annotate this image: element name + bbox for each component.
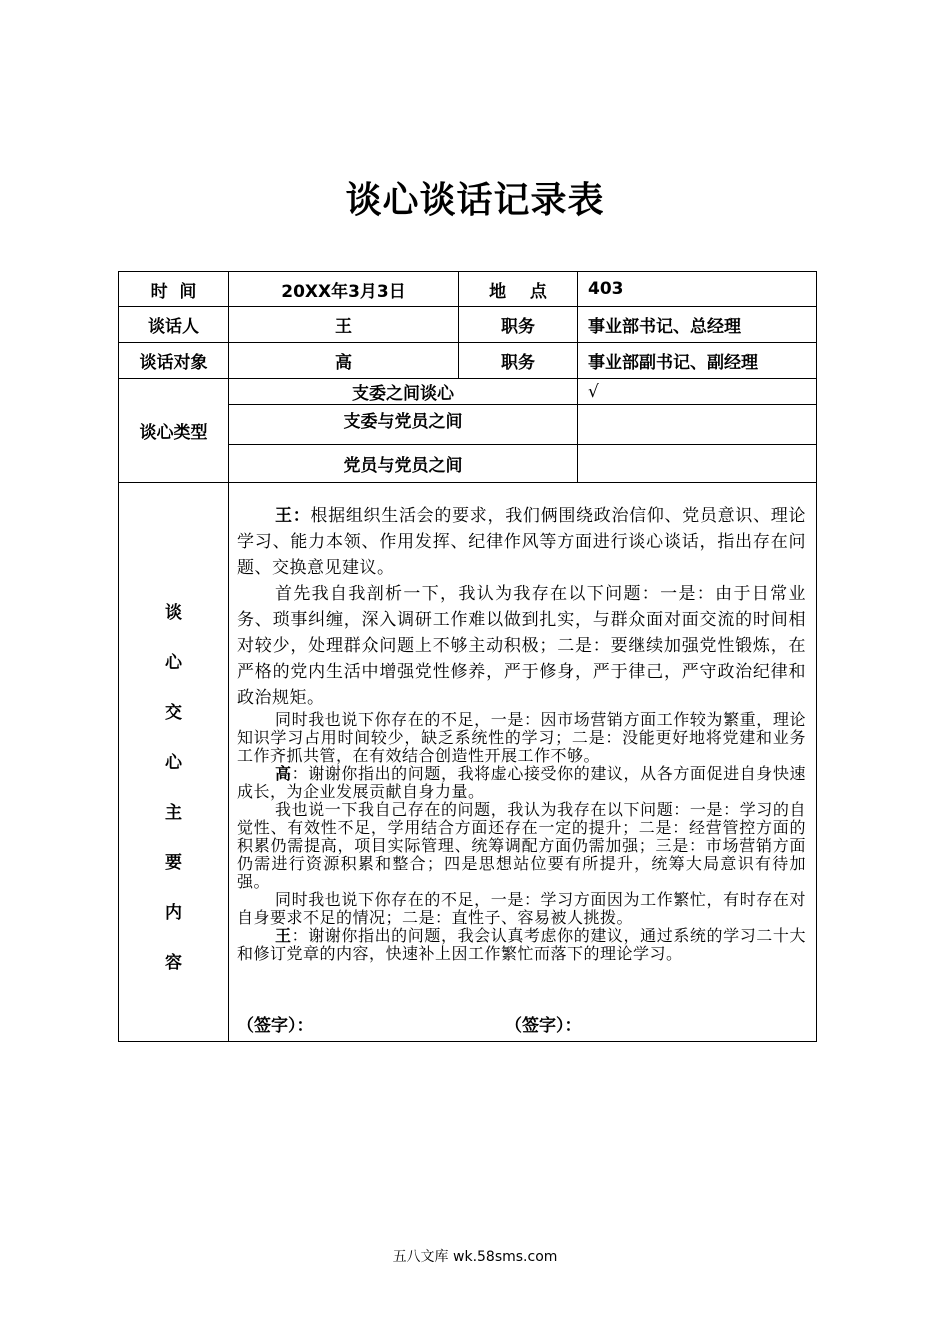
table-row: [119, 379, 817, 405]
content-label-char: 主: [165, 803, 182, 823]
content-label-char: 内: [165, 903, 182, 923]
type-check-mark: [578, 445, 817, 483]
paragraph: [237, 927, 806, 963]
talker-post-value: 事业部书记、总经理: [578, 307, 817, 343]
content-label-char: 谈: [165, 603, 182, 623]
paragraph: [237, 765, 806, 801]
talker-label: 谈话人: [119, 307, 229, 343]
content-label-char: 交: [165, 703, 182, 723]
paragraph: 我也说一下我自己存在的问题，我认为我存在以下问题：一是：学习的自觉性、有效性不足，学用结合方面还存在一定的提升；二是：经营管控方面的积累仍需提高，项目实际管理、统筹调配方面仍需加强；三是：市场营销方面仍需进行资源积累和整合；四是思想站位要有所提升，统筹大局意识有待加强。: [237, 800, 806, 891]
speaker-name: 高: [275, 764, 292, 783]
paragraph: 同时我也说下你存在的不足，一是：学习方面因为工作繁忙，有时存在对自身要求不足的情况；二是：直性子、容易被人挑拨。: [237, 890, 806, 927]
type-label: 谈心类型: [119, 379, 229, 483]
content-label-char: 心: [165, 753, 182, 773]
type-check-mark: [578, 405, 817, 445]
content-label: [119, 483, 229, 1042]
signature-right: （签字）：: [505, 1016, 582, 1036]
record-table: [118, 271, 817, 1042]
table-row: [119, 343, 817, 379]
speaker-name: 王：: [275, 506, 311, 526]
paragraph-text: ：谢谢你指出的问题，我会认真考虑你的建议，通过系统的学习二十大和修订党章的内容，快速补上因工作繁忙而落下的理论学习。: [237, 926, 806, 963]
type-option: 党员与党员之间: [229, 445, 578, 483]
page-title: 谈心谈话记录表: [345, 179, 605, 221]
time-label: 时 间: [119, 272, 229, 307]
type-check-mark: √: [578, 379, 817, 405]
talker-post-label: 职务: [459, 307, 578, 343]
paragraph: 首先我自我剖析一下，我认为我存在以下问题：一是：由于日常业务、琐事纠缠，深入调研工作难以做到扎实，与群众面对面交流的时间相对较少，处理群众问题上不够主动积极；二是：要继续加强党性锻炼，在严格的党内生活中增强党性修养，严于修身，严于律己，严守政治纪律和政治规矩。: [237, 584, 806, 708]
type-option: 支委之间谈心: [229, 379, 578, 405]
time-value: 20XX年3月3日: [229, 272, 459, 307]
content-label-char: 心: [165, 653, 182, 673]
table-row: [119, 307, 817, 343]
content-label-char: 要: [165, 853, 182, 873]
footer-watermark: 五八文库 wk.58sms.com: [392, 1249, 558, 1265]
paragraph-text: 根据组织生活会的要求，我们俩围绕政治信仰、党员意识、理论学习、能力本领、作用发挥、纪律作风等方面进行谈心谈话，指出存在问题、交换意见建议。: [237, 506, 807, 578]
signature-left: （签字）：: [237, 1016, 314, 1036]
paragraph: 同时我也说下你存在的不足，一是：因市场营销方面工作较为繁重，理论知识学习占用时间较少，缺乏系统性的学习；二是：没能更好地将党建和业务工作齐抓共管，在有效结合创造性开展工作不够。: [237, 710, 806, 765]
type-option: 支委与党员之间: [229, 405, 578, 445]
signature-row: [237, 1011, 806, 1041]
talker-value: 王: [229, 307, 459, 343]
target-value: 高: [229, 343, 459, 379]
table-row: [119, 272, 817, 307]
place-label: 地 点: [459, 272, 578, 307]
speaker-name: 王: [275, 926, 292, 945]
target-label: 谈话对象: [119, 343, 229, 379]
place-value: 403: [578, 272, 817, 307]
table-row: [119, 483, 817, 1042]
paragraph-text: ：谢谢你指出的问题，我将虚心接受你的建议，从各方面促进自身快速成长，为企业发展贡献自身力量。: [237, 764, 806, 801]
content-label-char: 容: [165, 953, 182, 973]
target-post-label: 职务: [459, 343, 578, 379]
content-body: [229, 483, 817, 1042]
target-post-value: 事业部副书记、副经理: [578, 343, 817, 379]
paragraph: [237, 503, 806, 581]
